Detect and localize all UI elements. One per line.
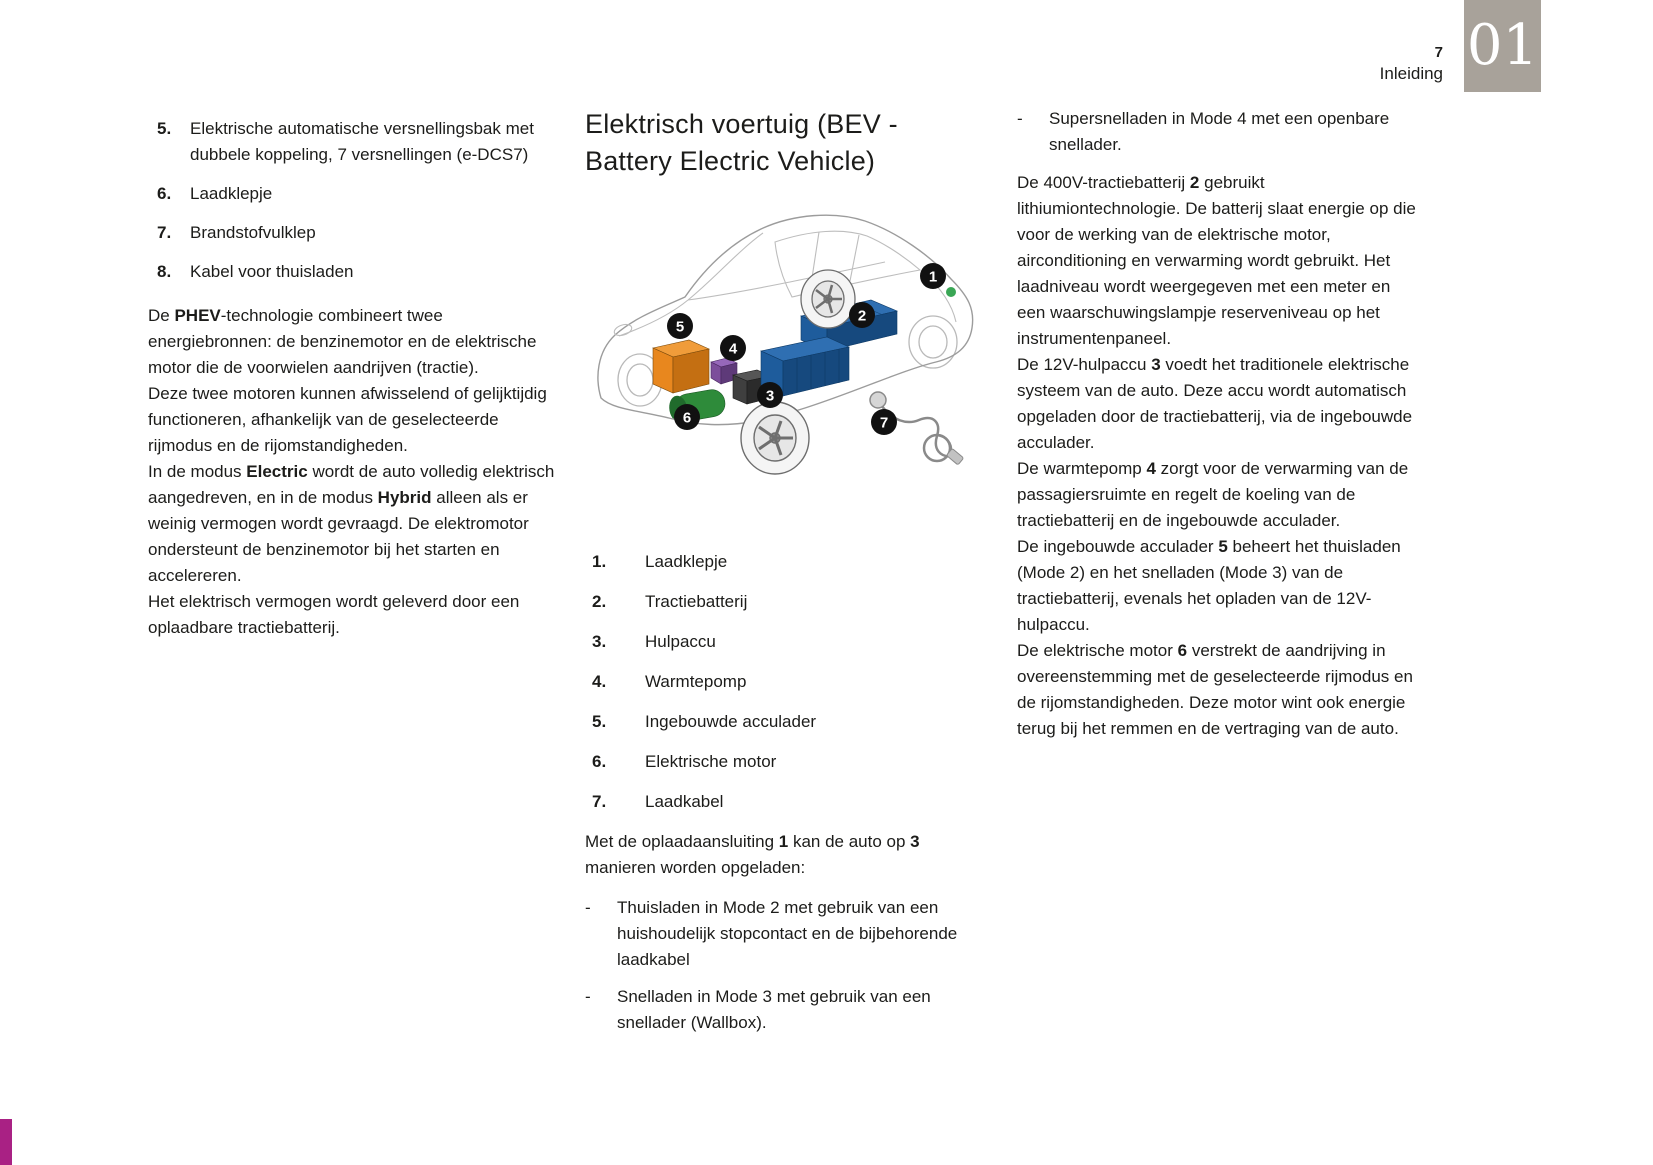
callout-6: [674, 404, 700, 430]
paragraph: De PHEV-technologie combineert twee energiebronnen: de benzinemotor en de elektrische motor die de voorwielen aandrijven (tractie).: [148, 306, 537, 377]
page-number: 7: [1434, 44, 1443, 61]
item-number: 6.: [157, 184, 172, 203]
car-interior-lines: [613, 231, 956, 337]
bullet-dash: -: [585, 987, 591, 1006]
paragraph: De 400V-tractiebatterij 2 gebruikt lithiumiontechnologie. De batterij slaat energie op die voor de werking van de elektrische motor, airconditioning en verwarming wordt gebruikt. Het laadniveau wordt weergegeven met een meter en een waarschuwingslampje reserveniveau op het instrumentenpaneel.: [1017, 173, 1416, 348]
list-item: [157, 181, 556, 207]
paragraph: Deze twee motoren kunnen afwisselend of gelijktijdig functioneren, afhankelijk van de geselecteerde rijmodus en de rijomstandigheden.: [148, 384, 547, 455]
middle-column: [585, 106, 990, 1047]
item-number: 7.: [157, 223, 172, 242]
svg-text:7: 7: [879, 414, 889, 432]
item-number: 5.: [592, 712, 607, 731]
list-item: [592, 789, 990, 815]
bullet-text: Supersnelladen in Mode 4 met een openbare snellader.: [1049, 109, 1390, 154]
svg-text:1: 1: [928, 268, 938, 286]
list-item: [592, 749, 990, 775]
footer-accent-bar: [0, 1119, 12, 1165]
svg-text:4: 4: [728, 340, 738, 358]
bev-illustration: [585, 200, 990, 495]
paragraph: Het elektrisch vermogen wordt geleverd door een oplaadbare tractiebatterij.: [148, 592, 520, 637]
bev-description: [1017, 170, 1421, 742]
left-column: [148, 116, 556, 641]
list-item: [592, 589, 990, 615]
item-label: Elektrische automatische versnellingsbak met dubbele koppeling, 7 versnellingen (e-DCS7): [190, 119, 534, 164]
item-label: Ingebouwde acculader: [645, 712, 817, 731]
page-title: Elektrisch voertuig (BEV - Battery Electric Vehicle): [585, 109, 898, 176]
item-number: 3.: [592, 632, 607, 651]
callout-5: [667, 313, 693, 339]
charging-modes-list-continued: [1017, 106, 1421, 158]
item-label: Laadkabel: [645, 792, 724, 811]
list-item: [592, 629, 990, 655]
svg-text:5: 5: [675, 318, 685, 336]
callout-4: [720, 335, 746, 361]
item-number: 6.: [592, 752, 607, 771]
cable-plug-icon: [870, 392, 886, 408]
front-left-wheel-icon: [741, 402, 809, 474]
item-label: Brandstofvulklep: [190, 223, 316, 242]
paragraph: De ingebouwde acculader 5 beheert het thuisladen (Mode 2) en het snelladen (Mode 3) van de tractiebatterij, evenals het opladen van de 12V-hulpaccu.: [1017, 537, 1401, 634]
item-number: 8.: [157, 262, 172, 281]
right-column: [1017, 106, 1421, 742]
callout-1: [920, 263, 946, 289]
callout-7: [871, 409, 897, 435]
item-label: Hulpaccu: [645, 632, 716, 651]
paragraph: De elektrische motor 6 verstrekt de aandrijving in overeenstemming met de geselecteerde rijmodus en de rijomstandigheden. Deze motor wint ook energie terug bij het remmen en de vertraging van de auto.: [1017, 641, 1413, 738]
onboard-charger-shape: [653, 340, 709, 393]
charging-intro: Met de oplaadaansluiting 1 kan de auto op 3 manieren worden opgeladen:: [585, 832, 920, 877]
bev-component-list: [585, 549, 990, 815]
svg-text:6: 6: [682, 409, 692, 427]
charge-port-dot: [946, 287, 956, 297]
svg-text:3: 3: [765, 387, 775, 405]
item-number: 1.: [592, 552, 607, 571]
bullet-text: Snelladen in Mode 3 met gebruik van een snellader (Wallbox).: [617, 987, 931, 1032]
list-item: [592, 549, 990, 575]
bullet-dash: -: [585, 898, 591, 917]
chapter-badge: [1464, 0, 1541, 92]
paragraph: In de modus Electric wordt de auto volledig elektrisch aangedreven, en in de modus Hybrid alleen als er weinig vermogen wordt gevraagd. De elektromotor ondersteunt de benzinemotor bij het starten en accelereren.: [148, 462, 555, 585]
chapter-number: 01: [1466, 13, 1539, 78]
bullet-item: [585, 984, 990, 1036]
car-diagram: [585, 200, 990, 495]
list-item: [157, 220, 556, 246]
item-number: 5.: [157, 119, 172, 138]
rear-right-wheel-icon: [909, 316, 957, 368]
svg-text:2: 2: [857, 307, 867, 325]
list-item: [157, 116, 556, 168]
list-item: [592, 709, 990, 735]
item-label: Tractiebatterij: [645, 592, 748, 611]
paragraph: De warmtepomp 4 zorgt voor de verwarming van de passagiersruimte en regelt de koeling van de tractiebatterij en de ingebouwde acculader.: [1017, 459, 1409, 530]
item-number: 2.: [592, 592, 607, 611]
item-label: Warmtepomp: [645, 672, 747, 691]
section-title: Inleiding: [1379, 64, 1443, 83]
phev-component-list: [148, 116, 556, 285]
item-label: Elektrische motor: [645, 752, 777, 771]
bullet-dash: -: [1017, 109, 1023, 128]
list-item: [592, 669, 990, 695]
item-label: Laadklepje: [190, 184, 273, 203]
item-label: Kabel voor thuisladen: [190, 262, 354, 281]
phev-description: [148, 303, 556, 641]
charging-modes-list: [585, 895, 990, 1036]
item-number: 4.: [592, 672, 607, 691]
paragraph: De 12V-hulpaccu 3 voedt het traditionele elektrische systeem van de auto. Deze accu wordt automatisch opgeladen door de tractiebatterij, via de ingebouwde acculader.: [1017, 355, 1413, 452]
rear-left-wheel-icon: [801, 270, 855, 328]
bullet-text: Thuisladen in Mode 2 met gebruik van een huishoudelijk stopcontact en de bijbehorende laadkabel: [617, 898, 958, 969]
bullet-item: [585, 895, 990, 973]
page-header: [1380, 44, 1443, 86]
callout-3: [757, 382, 783, 408]
list-item: [157, 259, 556, 285]
callout-2: [849, 302, 875, 328]
item-number: 7.: [592, 792, 607, 811]
bullet-item: [1017, 106, 1421, 158]
item-label: Laadklepje: [645, 552, 728, 571]
